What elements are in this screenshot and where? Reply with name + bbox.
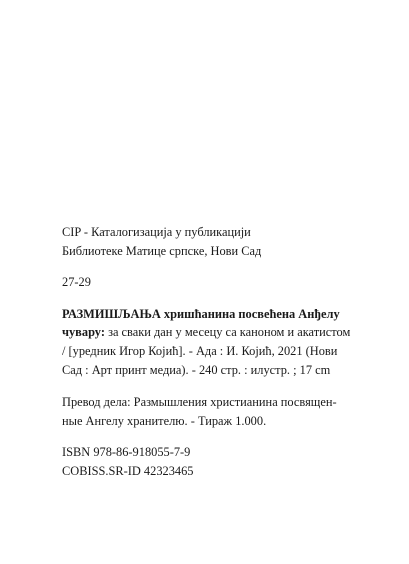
isbn: ISBN 978-86-918055-7-9 xyxy=(62,445,191,460)
cip-record xyxy=(62,223,362,481)
cip-header-line-1: CIP - Каталогизација у публикацији xyxy=(62,225,251,239)
udc-code: 27-29 xyxy=(62,275,91,290)
spacer xyxy=(62,379,362,393)
title-line-1 xyxy=(62,305,362,324)
spacer xyxy=(62,260,362,273)
book-title-part-1: РАЗМИШЉАЊА хришћанина посвећена Анђелу xyxy=(62,306,340,321)
spacer xyxy=(62,430,362,443)
imprint-line-2: Сад : Арт принт медиа). - 240 стр. : илустр. ; 17 cm xyxy=(62,362,331,377)
book-title-part-2: чувару: xyxy=(62,325,105,340)
cobiss-id: COBISS.SR-ID 42323465 xyxy=(62,463,194,478)
spacer xyxy=(62,292,362,305)
title-line-2 xyxy=(62,323,362,342)
translation-note-line-2: ные Ангелу хранителю. - Тираж 1.000. xyxy=(62,413,267,428)
subtitle: за сваки дан у месецу са каноном и акатистом xyxy=(104,325,351,340)
imprint-line-1: / [уредник Игор Којић]. - Ада : И. Којић, 2021 (Нови xyxy=(62,343,338,358)
cip-header-line-2: Библиотеке Матице српске, Нови Сад xyxy=(62,243,262,258)
translation-note-line-1: Превод дела: Размышления христианина посвящен- xyxy=(62,395,337,410)
